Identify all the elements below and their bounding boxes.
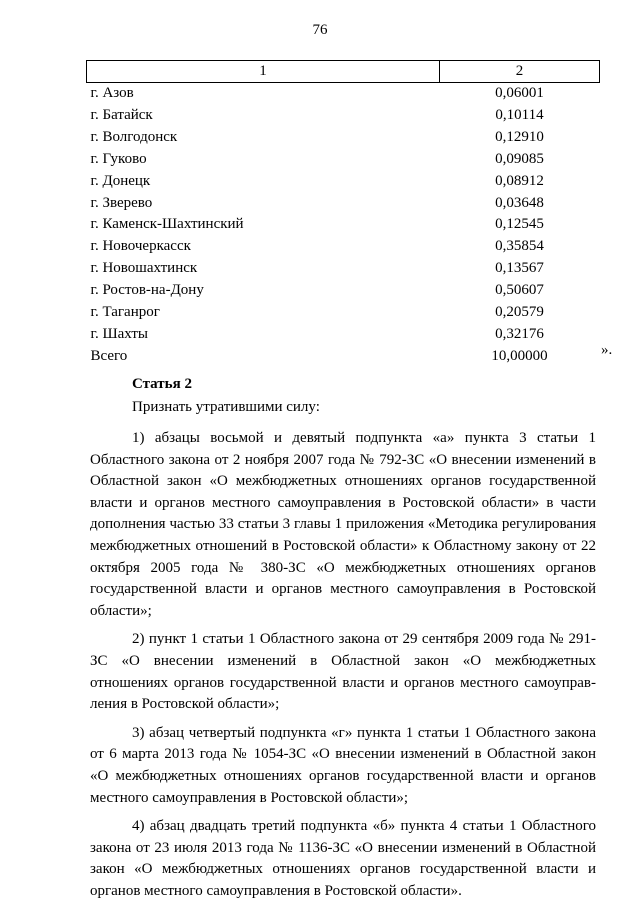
share-value: 0,03648: [495, 194, 544, 211]
table-row: [87, 214, 600, 236]
share-value: 0,10114: [495, 106, 544, 123]
total-row: [87, 346, 600, 368]
municipality-name: г. Зверево: [90, 194, 153, 211]
table-row: [87, 302, 600, 324]
total-value: 10,00000: [491, 347, 548, 364]
table-header-row: [87, 61, 600, 83]
share-value: 0,32176: [495, 325, 544, 342]
page-number: 76: [312, 22, 328, 38]
article-item: 1) абзацы восьмой и девятый подпункта «а» пункта 3 статьи 1 Областного закона от 2 ноября 2007 года № 792-ЗС «О внесении изменений в Областной закон «О межбюджетных отношениях органов государственной власти и органов местного самоуправления в Ростовской области» в части дополнения частью 33 статьи 3 главы 1 приложения «Методика регулирования межбюджетных отношений в Ростовской области» к Областному закону от 22 октября 2005 года № 380-ЗС «О межбюджетных отношениях органов государственной власти и органов местного самоуправления в Ростовской области»;: [90, 430, 596, 619]
article-heading: Статья 2: [132, 376, 192, 392]
table-row: [87, 105, 600, 127]
share-value: 0,35854: [495, 238, 544, 255]
municipality-name: г. Каменск-Шахтинский: [90, 216, 244, 233]
column-header-1: 1: [87, 61, 440, 83]
table-row: [87, 258, 600, 280]
municipality-name: г. Шахты: [90, 325, 149, 342]
municipality-name: г. Ростов-на-Дону: [90, 282, 204, 299]
municipality-name: г. Таганрог: [90, 304, 160, 321]
column-header-2: 2: [440, 61, 600, 83]
share-value: 0,06001: [495, 85, 544, 101]
share-value: 0,20579: [495, 304, 544, 321]
municipality-name: г. Новочеркасск: [90, 238, 191, 255]
table-row: [87, 127, 600, 149]
closing-quote: ».: [601, 342, 613, 358]
article-item: 4) абзац двадцать третий подпункта «б» пункта 4 статьи 1 Областного закона от 23 июля 2013 года № 1136-ЗС «О внесении изменений в Областной закон «О межбюджетных отношениях органов государственной власти и органов местного самоуправления в Ростовской области».: [90, 818, 596, 899]
table-row: [87, 280, 600, 302]
article-intro: Признать утратившими силу:: [132, 399, 320, 415]
total-label: Всего: [90, 347, 128, 364]
share-value: 0,13567: [495, 260, 544, 277]
article-section: [90, 373, 596, 902]
distribution-table: [86, 60, 600, 368]
table-row: [87, 324, 600, 346]
share-value: 0,09085: [495, 150, 544, 167]
table-row: [87, 149, 600, 171]
article-item: 2) пункт 1 статьи 1 Областного закона от 29 сентября 2009 года № 291-ЗС «О внесении изменений в Областной закон «О межбюджетных отношениях органов государственной власти и органов местного самоуправления в Ростовской области»;: [90, 631, 596, 713]
municipality-name: г. Азов: [90, 85, 134, 101]
table-row: [87, 193, 600, 215]
municipality-name: г. Донецк: [90, 172, 151, 189]
municipality-name: г. Новошахтинск: [90, 260, 198, 277]
article-item: 3) абзац четвертый подпункта «г» пункта 1 статьи 1 Областного закона от 6 марта 2013 года № 1054-ЗС «О внесении изменений в Областной закон «О межбюджетных отношениях органов государственной власти и органов местного самоуправления в Ростовской области»;: [90, 724, 596, 806]
municipality-name: г. Батайск: [90, 106, 153, 123]
table-row: [87, 236, 600, 258]
table-row: [87, 83, 600, 105]
share-value: 0,08912: [495, 172, 544, 189]
municipality-name: г. Волгодонск: [90, 128, 178, 145]
share-value: 0,50607: [495, 282, 544, 299]
share-value: 0,12910: [495, 128, 544, 145]
share-value: 0,12545: [495, 216, 544, 233]
table-row: [87, 171, 600, 193]
municipality-name: г. Гуково: [90, 150, 147, 167]
